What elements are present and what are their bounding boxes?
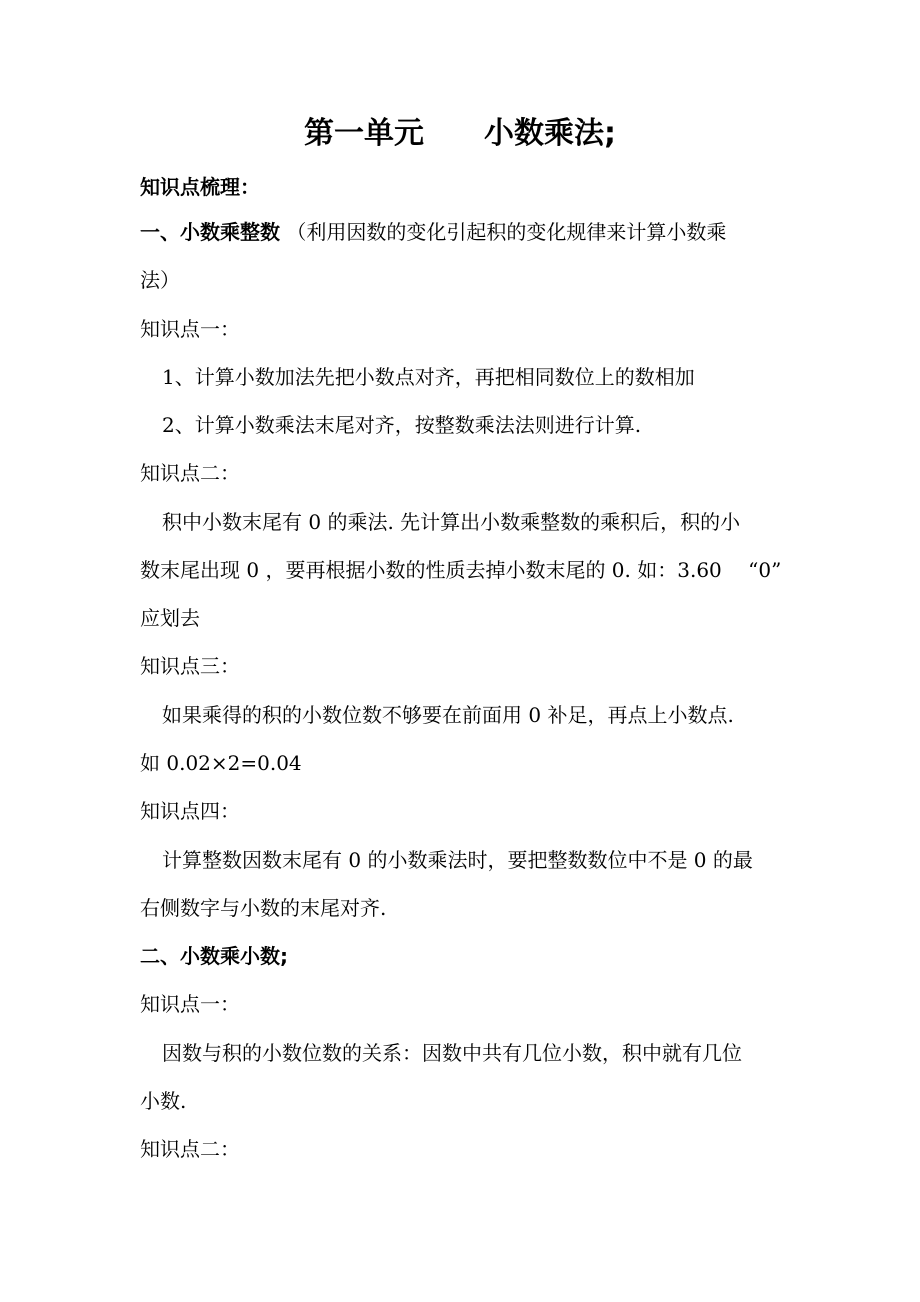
s1-point1-item2: 2、计算小数乘法末尾对齐，按整数乘法法则进行计算. (162, 413, 642, 437)
s1-point1-item1: 1、计算小数加法先把小数点对齐，再把相同数位上的数相加 (162, 365, 695, 389)
s2-point1-line1: 因数与积的小数位数的关系：因数中共有几位小数，积中就有几位 (162, 1041, 742, 1065)
section1-note: （利用因数的变化引起积的变化规律来计算小数乘 (286, 220, 727, 244)
s1-point2-line2: 数末尾出现 0 ，要再根据小数的性质去掉小数末尾的 0. 如：3.60 “0” (140, 558, 782, 582)
s1-point4-line1: 计算整数因数末尾有 0 的小数乘法时，要把整数数位中不是 0 的最 (162, 848, 753, 872)
s1-point2-line1: 积中小数末尾有 0 的乘法. 先计算出小数乘整数的乘积后，积的小 (162, 510, 741, 534)
section1-note-continued: 法） (140, 268, 180, 292)
s1-point2-line3: 应划去 (140, 606, 200, 630)
section1-heading: 一、小数乘整数 (140, 220, 280, 244)
s1-point4-label: 知识点四： (140, 799, 240, 823)
s2-point1-label: 知识点一： (140, 992, 240, 1016)
section2-heading: 二、小数乘小数; (140, 944, 288, 968)
s1-point3-line2: 如 0.02×2=0.04 (140, 751, 302, 775)
section1-heading-line (140, 217, 726, 247)
s1-point3-line1: 如果乘得的积的小数位数不够要在前面用 0 补足，再点上小数点. (162, 703, 734, 727)
s1-point4-line2: 右侧数字与小数的末尾对齐. (140, 896, 387, 920)
s2-point1-line2: 小数. (140, 1089, 187, 1113)
s1-point3-label: 知识点三： (140, 654, 240, 678)
s2-point2-label: 知识点二： (140, 1137, 240, 1161)
s1-point2-label: 知识点二： (140, 461, 240, 485)
overview-heading: 知识点梳理： (140, 175, 260, 199)
page-title: 第一单元 小数乘法; (304, 116, 616, 151)
s1-point1-label: 知识点一： (140, 317, 240, 341)
